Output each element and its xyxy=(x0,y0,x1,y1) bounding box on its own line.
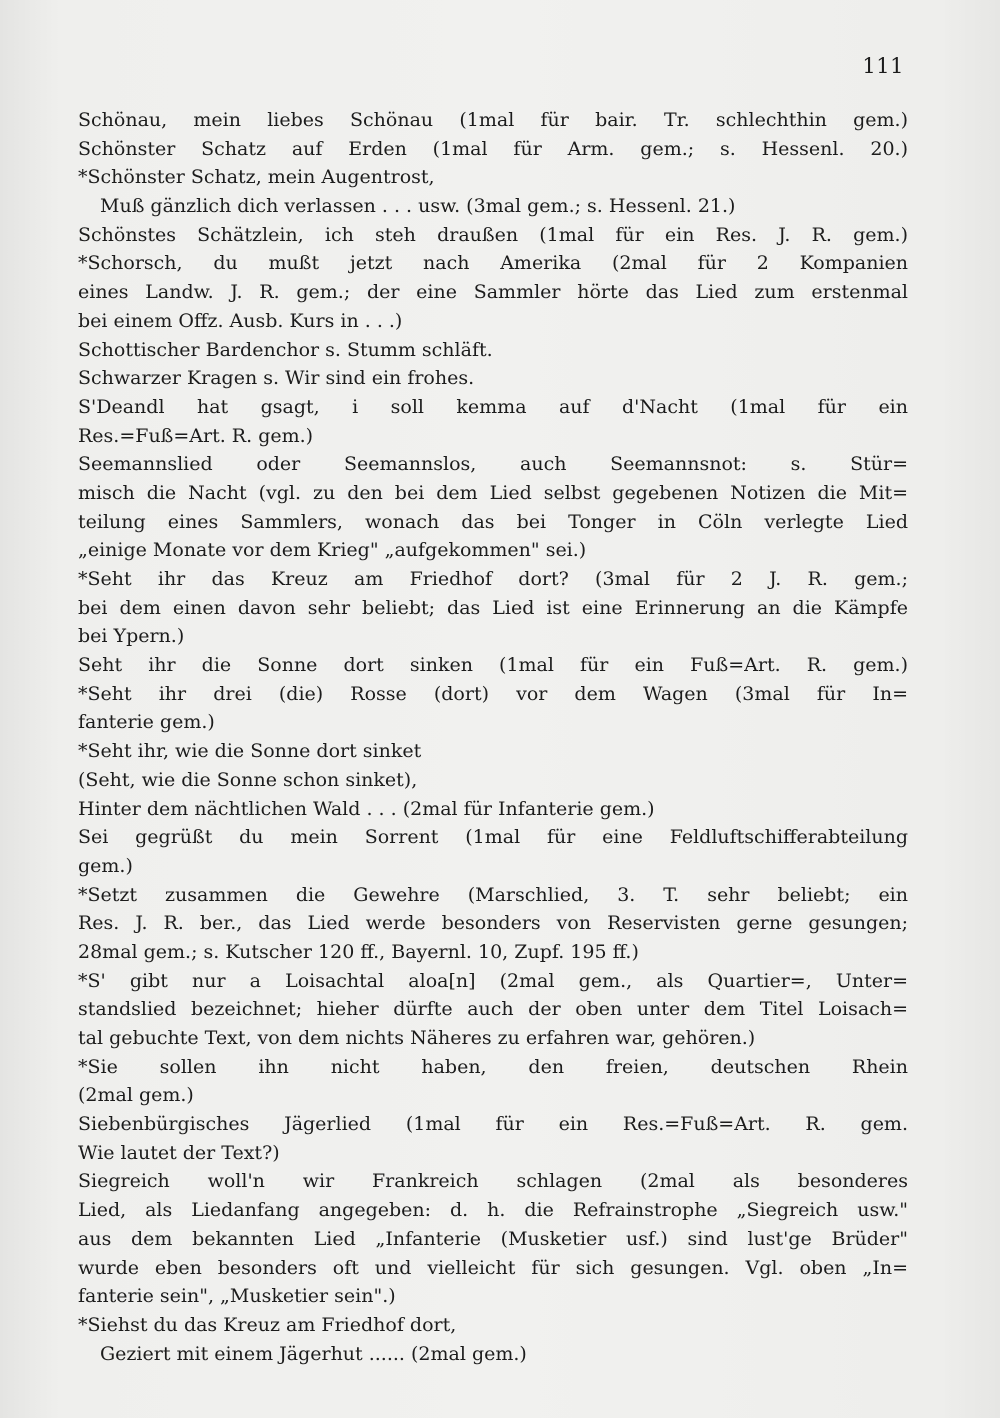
text-line: (Seht, wie die Sonne schon sinket), xyxy=(78,768,418,791)
text-line: 28mal gem.; s. Kutscher 120 ff., Bayernl. 10, Zupf. 195 ff.) xyxy=(78,940,639,963)
text-line: standslied bezeichnet; hieher dürfte auch der oben unter dem Titel Loisach= xyxy=(78,998,908,1021)
text-line: *S' gibt nur a Loisachtal aloa[n] (2mal gem., als Quartier=, Unter= xyxy=(78,969,908,992)
text-line: Geziert mit einem Jägerhut ...... (2mal gem.) xyxy=(100,1342,527,1365)
text-line: *Setzt zusammen die Gewehre (Marschlied, 3. T. sehr beliebt; ein xyxy=(78,883,908,906)
text-line: „einige Monate vor dem Krieg" „aufgekommen" sei.) xyxy=(78,539,587,562)
text-line: *Schönster Schatz, mein Augentrost, xyxy=(78,166,435,189)
text-line: *Siehst du das Kreuz am Friedhof dort, xyxy=(78,1313,457,1336)
text-line: Muß gänzlich dich verlassen . . . usw. (3mal gem.; s. Hessenl. 21.) xyxy=(100,195,736,218)
text-line: Schönster Schatz auf Erden (1mal für Arm. gem.; s. Hessenl. 20.) xyxy=(78,137,908,160)
text-line: Seemannslied oder Seemannslos, auch Seemannsnot: s. Stür= xyxy=(78,453,908,476)
text-line: *Seht ihr, wie die Sonne dort sinket xyxy=(78,740,422,763)
text-line: Hinter dem nächtlichen Wald . . . (2mal für Infanterie gem.) xyxy=(78,797,655,820)
text-line: Siegreich woll'n wir Frankreich schlagen (2mal als besonderes xyxy=(78,1170,908,1193)
text-line: Sei gegrüßt du mein Sorrent (1mal für eine Feldluftschifferabteilung xyxy=(78,826,908,849)
text-line: gem.) xyxy=(78,854,133,877)
text-line: Res. J. R. ber., das Lied werde besonders von Reservisten gerne gesungen; xyxy=(78,912,908,935)
text-line: tal gebuchte Text, von dem nichts Näheres zu erfahren war, gehören.) xyxy=(78,1027,756,1049)
text-line: Schwarzer Kragen s. Wir sind ein frohes. xyxy=(78,367,475,390)
text-line: bei Ypern.) xyxy=(78,625,185,648)
text-line: Lied, als Liedanfang angegeben: d. h. die Refrainstrophe „Siegreich usw." xyxy=(78,1199,908,1222)
text-line: Res.=Fuß=Art. R. gem.) xyxy=(78,424,314,447)
text-line: Schönau, mein liebes Schönau (1mal für bair. Tr. schlechthin gem.) xyxy=(78,109,908,131)
text-line: Wie lautet der Text?) xyxy=(78,1141,280,1164)
text-line: wurde eben besonders oft und vielleicht für sich gesungen. Vgl. oben „In= xyxy=(78,1256,908,1279)
text-line: *Seht ihr drei (die) Rosse (dort) vor dem Wagen (3mal für In= xyxy=(78,682,908,705)
text-line: (2mal gem.) xyxy=(78,1084,194,1107)
text-line: *Schorsch, du mußt jetzt nach Amerika (2mal für 2 Kompanien xyxy=(78,252,908,275)
text-line: *Sie sollen ihn nicht haben, den freien, deutschen Rhein xyxy=(78,1055,908,1078)
text-line: eines Landw. J. R. gem.; der eine Sammler hörte das Lied zum erstenmal xyxy=(78,281,908,304)
text-line: bei dem einen davon sehr beliebt; das Lied ist eine Erinnerung an die Kämpfe xyxy=(78,596,908,619)
text-line: fanterie gem.) xyxy=(78,711,215,734)
text-line: *Seht ihr das Kreuz am Friedhof dort? (3mal für 2 J. R. gem.; xyxy=(78,568,908,590)
page-number: 111 xyxy=(862,54,904,78)
text-line: Schottischer Bardenchor s. Stumm schläft. xyxy=(78,338,493,361)
text-block xyxy=(78,106,908,1368)
text-line: Siebenbürgisches Jägerlied (1mal für ein Res.=Fuß=Art. R. gem. xyxy=(78,1113,908,1136)
text-line: S'Deandl hat gsagt, i soll kemma auf d'Nacht (1mal für ein xyxy=(78,395,908,418)
text-line: teilung eines Sammlers, wonach das bei Tonger in Cöln verlegte Lied xyxy=(78,510,908,533)
text-line: misch die Nacht (vgl. zu den bei dem Lied selbst gegebenen Notizen die Mit= xyxy=(78,481,908,504)
text-line: Schönstes Schätzlein, ich steh draußen (1mal für ein Res. J. R. gem.) xyxy=(78,223,908,246)
text-line: bei einem Offz. Ausb. Kurs in . . .) xyxy=(78,309,403,332)
text-line: fanterie sein", „Musketier sein".) xyxy=(78,1285,396,1308)
text-line: Seht ihr die Sonne dort sinken (1mal für ein Fuß=Art. R. gem.) xyxy=(78,654,908,677)
text-line: aus dem bekannten Lied „Infanterie (Musketier usf.) sind lust'ge Brüder" xyxy=(78,1227,908,1250)
